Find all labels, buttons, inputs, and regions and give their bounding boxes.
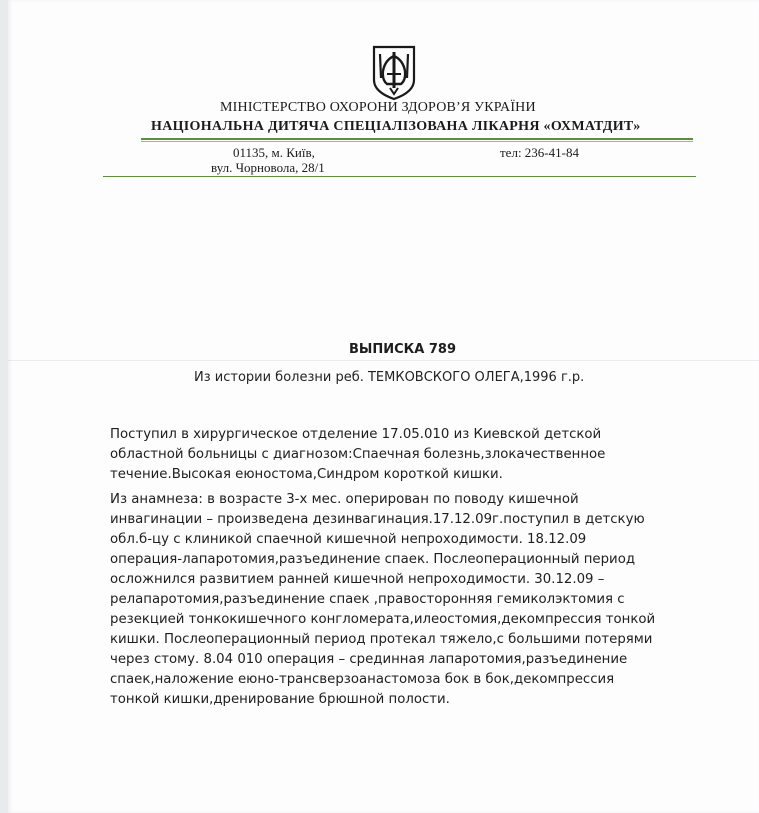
paragraph-line: резекцией тонкокишечного конгломерата,илеостомия,декомпрессия тонкой	[110, 612, 656, 627]
paragraph-line: кишки. Послеоперационный период протекал тяжело,с большими потерями	[110, 632, 653, 647]
paragraph-line: осложнился развитием ранней кишечной непроходимости. 30.12.09 –	[110, 572, 605, 587]
anamnesis-paragraph	[110, 490, 655, 710]
paragraph-line: Поступил в хирургическое отделение 17.05.010 из Киевской детской	[110, 427, 602, 442]
paragraph-line: инвагинации – произведена дезинвагинация.17.12.09г.поступил в детскую	[110, 512, 645, 527]
coat-of-arms-icon	[371, 44, 417, 102]
document-page	[8, 0, 759, 813]
header-rule	[141, 138, 693, 140]
address-city: 01135, м. Київ,	[233, 145, 315, 160]
paragraph-line: тонкой кишки,дренирование брюшной полости.	[110, 692, 450, 707]
ministry-name: МІНІСТЕРСТВО ОХОРОНИ ЗДОРОВ’Я УКРАЇНИ	[220, 100, 536, 115]
address-street: вул. Чорновола, 28/1	[211, 160, 325, 175]
paragraph-line: Из анамнеза: в возрасте 3-х мес. оперирован по поводу кишечной	[110, 492, 579, 507]
paper-fold-line	[8, 360, 759, 361]
document-title: ВЫПИСКА 789	[349, 342, 457, 357]
paragraph-line: релапаротомия,разъединение спаек ,правосторонняя гемиколэктомия с	[110, 592, 625, 607]
paragraph-line: обл.б-цу с клиникой спаечной кишечной непроходимости. 18.12.09	[110, 532, 587, 547]
document-subtitle: Из истории болезни реб. ТЕМКОВСКОГО ОЛЕГА,1996 г.р.	[194, 370, 585, 385]
hospital-name: НАЦІОНАЛЬНА ДИТЯЧА СПЕЦІАЛІЗОВАНА ЛІКАРНЯ «ОХМАТДИТ»	[151, 119, 641, 134]
address-rule	[103, 176, 696, 177]
paragraph-line: спаек,наложение еюно-трансверзоанастомоза бок в бок,декомпрессия	[110, 672, 615, 687]
paragraph-line: областной больницы с диагнозом:Спаечная болезнь,злокачественное	[110, 447, 606, 462]
admission-paragraph	[110, 425, 605, 485]
header-rule-thin	[141, 141, 693, 142]
phone-number: тел: 236-41-84	[500, 145, 579, 160]
paragraph-line: операция-лапаротомия,разъединение спаек. Послеоперационный период	[110, 552, 636, 567]
paragraph-line: через стому. 8.04 010 операция – срединная лапаротомия,разъединение	[110, 652, 628, 667]
paragraph-line: течение.Высокая еюностома,Синдром короткой кишки.	[110, 467, 503, 482]
